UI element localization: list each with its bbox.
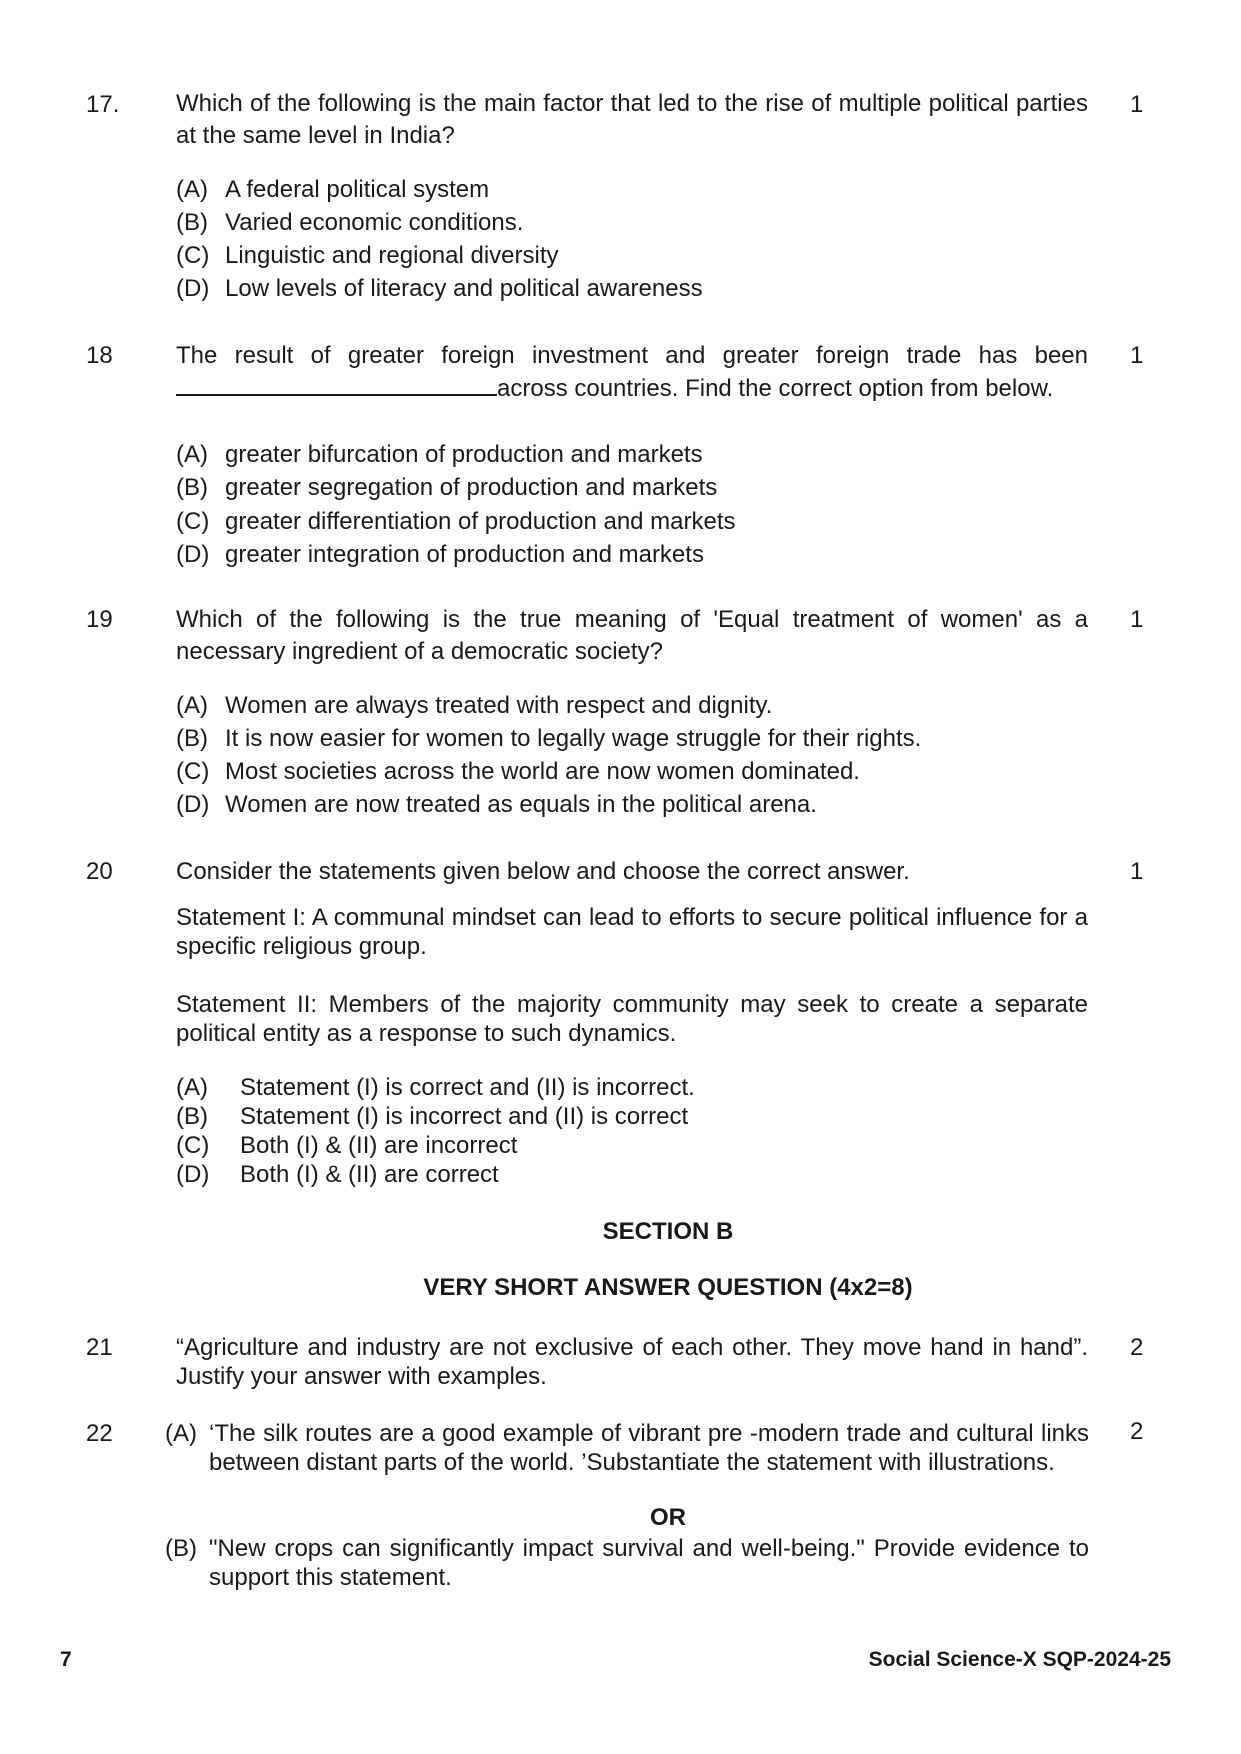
section-subtitle: VERY SHORT ANSWER QUESTION (4x2=8)	[423, 1274, 913, 1301]
option-label: (B)	[176, 1103, 208, 1130]
question-part-a	[165, 1419, 1089, 1477]
option-label: (D)	[176, 541, 210, 568]
or-divider: OR	[650, 1504, 686, 1531]
question-stem: Which of the following is the true meaning of 'Equal treatment of women' as a necessary ingredient of a democratic society?	[176, 606, 1088, 665]
option	[176, 439, 703, 471]
option-text: Both (I) & (II) are correct	[240, 1161, 499, 1188]
option-label: (D)	[176, 791, 210, 818]
option-text: Women are now treated as equals in the political arena.	[225, 791, 817, 818]
option-label: (B)	[176, 209, 208, 236]
part-text: ‘The silk routes are a good example of vibrant pre -modern trade and cultural links between distant parts of the world. ’Substantiate the statement with illustrations.	[209, 1420, 1089, 1476]
question-marks: 1	[1130, 606, 1144, 633]
option-text: Both (I) & (II) are incorrect	[240, 1132, 518, 1159]
question-stem-continuation: across countries. Find the correct option from below.	[497, 375, 1054, 402]
option-text: Low levels of literacy and political awareness	[225, 275, 703, 302]
question-marks: 1	[1130, 91, 1144, 118]
option	[176, 1102, 688, 1131]
option	[176, 690, 772, 722]
option-label: (D)	[176, 1161, 210, 1188]
option-text: greater bifurcation of production and markets	[225, 441, 703, 468]
question-stem: Which of the following is the main factor that led to the rise of multiple political parties at the same level in India?	[176, 90, 1088, 149]
option-label: (A)	[176, 176, 208, 203]
question-number: 18	[86, 342, 113, 369]
option-label: (A)	[176, 692, 208, 719]
option-label: (A)	[176, 441, 208, 468]
question-stem-line2	[176, 372, 1053, 405]
question-number: 20	[86, 858, 113, 885]
part-label: (A)	[165, 1420, 197, 1447]
option-text: Most societies across the world are now women dominated.	[225, 758, 860, 785]
option-text: Varied economic conditions.	[225, 209, 524, 236]
option-text: Statement (I) is correct and (II) is incorrect.	[240, 1074, 695, 1101]
question-marks: 2	[1130, 1418, 1144, 1445]
option-label: (B)	[176, 474, 208, 501]
answer-blank	[176, 372, 497, 396]
question-number: 19	[86, 606, 113, 633]
option-text: Linguistic and regional diversity	[225, 242, 559, 269]
part-text: "New crops can significantly impact survival and well-being." Provide evidence to support this statement.	[209, 1535, 1089, 1591]
option-text: Women are always treated with respect and dignity.	[225, 692, 773, 719]
question-marks: 2	[1130, 1334, 1144, 1361]
option-text: Statement (I) is incorrect and (II) is correct	[240, 1103, 689, 1130]
section-title: SECTION B	[602, 1218, 734, 1245]
option-label: (C)	[176, 242, 210, 269]
question-number: 21	[86, 1334, 113, 1361]
option-text: greater integration of production and markets	[225, 541, 704, 568]
question-marks: 1	[1130, 858, 1144, 885]
statement-2: Statement II: Members of the majority community may seek to create a separate political entity as a response to such dynamics.	[176, 991, 1088, 1047]
option-label: (C)	[176, 758, 210, 785]
option-label: (A)	[176, 1074, 208, 1101]
page-number: 7	[60, 1648, 72, 1671]
option-label: (C)	[176, 1132, 210, 1159]
paper-code: Social Science-X SQP-2024-25	[868, 1648, 1171, 1671]
option-text: It is now easier for women to legally wage struggle for their rights.	[225, 725, 922, 752]
option	[176, 1131, 517, 1160]
option-text: greater segregation of production and markets	[225, 474, 718, 501]
statement-1: Statement I: A communal mindset can lead to efforts to secure political influence for a specific religious group.	[176, 904, 1088, 960]
question-number: 22	[86, 1420, 113, 1447]
question-part-b	[165, 1534, 1089, 1592]
option	[176, 1160, 499, 1189]
part-label: (B)	[165, 1535, 197, 1562]
question-number: 17.	[86, 91, 120, 118]
option	[176, 273, 703, 305]
option	[176, 756, 860, 788]
option-label: (D)	[176, 275, 210, 302]
option-text: A federal political system	[225, 176, 490, 203]
option	[176, 723, 921, 755]
question-stem: Consider the statements given below and choose the correct answer.	[176, 858, 910, 885]
option-label: (B)	[176, 725, 208, 752]
question-marks: 1	[1130, 342, 1144, 369]
option	[176, 472, 717, 504]
option	[176, 240, 559, 272]
question-stem: “Agriculture and industry are not exclusive of each other. They move hand in hand”. Justify your answer with examples.	[176, 1334, 1088, 1390]
option	[176, 174, 489, 206]
option-text: greater differentiation of production and markets	[225, 508, 736, 535]
option	[176, 1073, 695, 1102]
option-label: (C)	[176, 508, 210, 535]
question-stem-line1: The result of greater foreign investment and greater foreign trade has been	[176, 342, 1088, 369]
option	[176, 539, 704, 571]
option	[176, 506, 736, 538]
option	[176, 207, 523, 239]
option	[176, 789, 817, 821]
